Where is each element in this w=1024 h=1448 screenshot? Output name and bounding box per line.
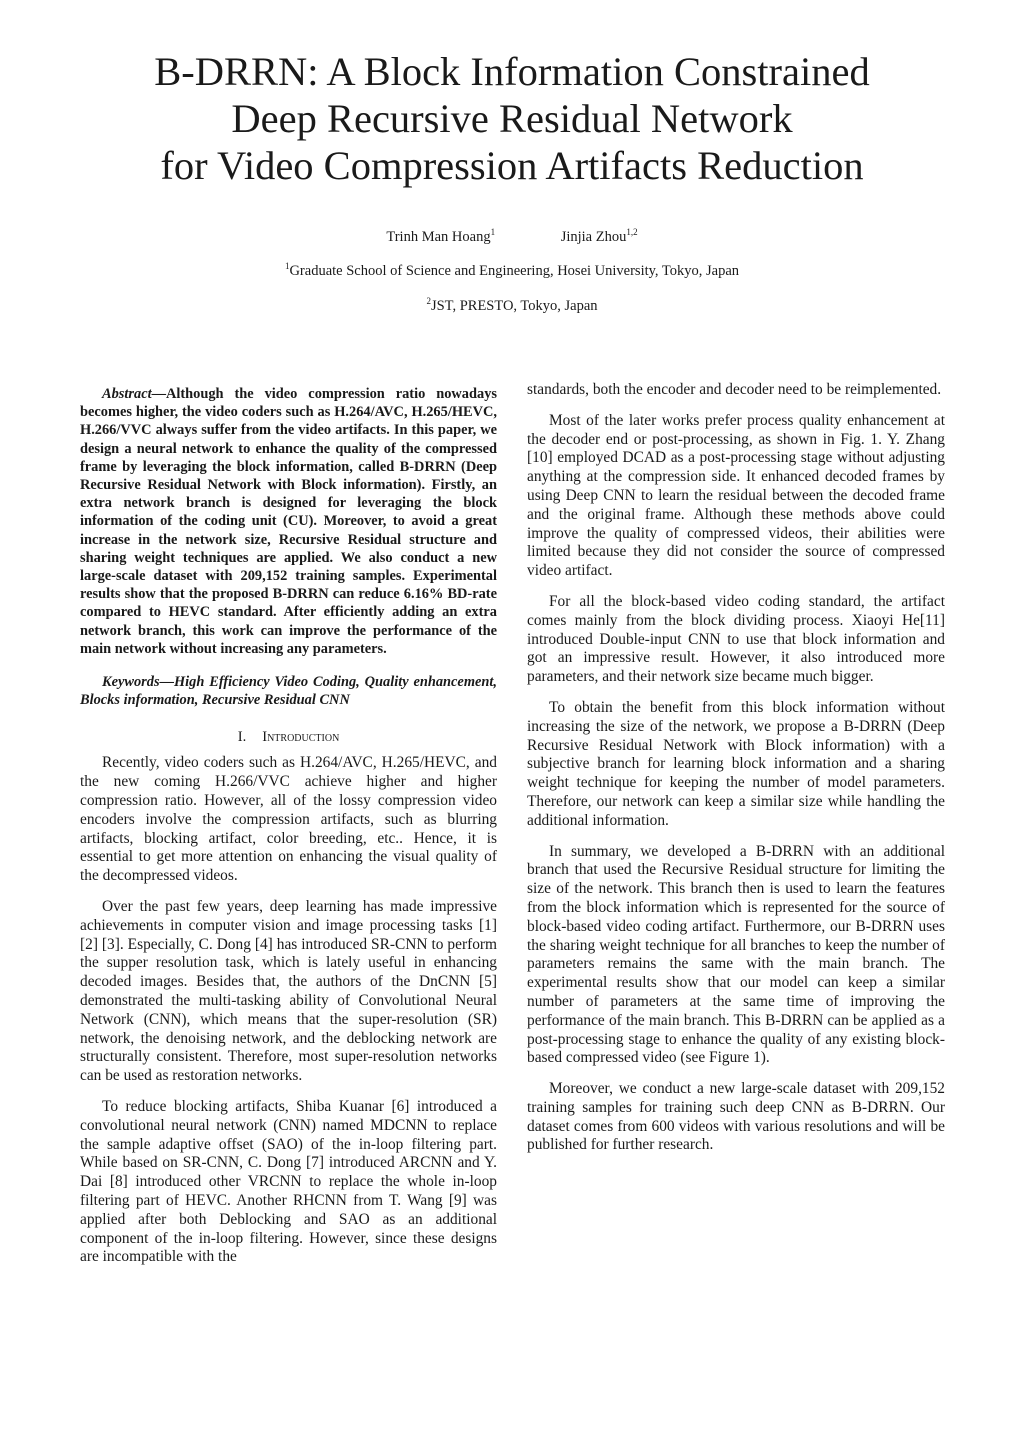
author-1 bbox=[386, 228, 495, 246]
section-number: I. bbox=[237, 729, 247, 746]
paragraph: Recently, video coders such as H.264/AVC, H.265/HEVC, and the new coming H.266/VVC achieve higher and higher compression ratio. However, all of the lossy compression video encoders involve the compression artifacts, such as blurring artifacts, blocking artifact, color breeding, etc.. Hence, it is essential to get more attention on enhancing the visual quality of the decompressed videos. bbox=[80, 754, 497, 885]
abstract-lead: Abstract bbox=[102, 386, 152, 402]
paragraph: standards, both the encoder and decoder need to be reimplemented. bbox=[527, 381, 942, 398]
paragraph: Moreover, we conduct a new large-scale dataset with 209,152 training samples for training such deep CNN as B-DRRN. Our dataset comes from 600 videos with various resolutions and will be published for further research. bbox=[527, 1080, 945, 1154]
affiliation-2 bbox=[0, 297, 1024, 315]
affiliation-text: Graduate School of Science and Engineering, Hosei University, Tokyo, Japan bbox=[289, 263, 740, 279]
author-name: Jinjia Zhou bbox=[560, 229, 627, 245]
affiliation-1 bbox=[0, 262, 1024, 280]
paragraph: Over the past few years, deep learning has made impressive achievements in computer vision and image processing tasks [1] [2] [3]. Especially, C. Dong [4] has introduced SR-CNN to perform the supper resolution task, which is lately useful in enhancing decoded images. Besides that, the authors of the DnCNN [5] demonstrated the multi-tasking ability of Convolutional Neural Network (CNN), which means that the super-resolution (SR) network, the denoising network, and the deblocking network are structurally consistent. Therefore, most super-resolution networks can be used as restoration networks. bbox=[80, 898, 497, 1085]
paragraph: Most of the later works prefer process quality enhancement at the decoder end or post-processing, as shown in Fig. 1. Y. Zhang [10] employed DCAD as a post-processing stage without adjusting anything at the compression side. It enhanced decoded frames by using Deep CNN to learn the residual between the decoded frame and the original frame. Although these methods above could improve the quality of compressed videos, their abilities were limited because they did not consider the source of compressed video artifact. bbox=[527, 411, 945, 580]
section-title: Introduction bbox=[262, 729, 340, 746]
section-heading-introduction bbox=[80, 728, 497, 746]
paper-title bbox=[60, 48, 964, 189]
paragraph: In summary, we developed a B-DRRN with an additional branch that used the Recursive Residual structure for limiting the size of the network. This branch then is used to learn the features from the block information which is represented for the source of block-based video coding artifact. Furthermore, our B-DRRN uses the sharing weight technique for all branches to keep the number of parameters remains the same with the main branch. The experimental results show that our model can keep a similar number of parameters at the same time of improving the performance of the main branch. This B-DRRN can be applied as a post-processing stage to enhance the quality of any existing block-based compressed video (see Figure 1). bbox=[527, 842, 945, 1067]
abstract bbox=[80, 385, 497, 658]
paragraph: To obtain the benefit from this block information without increasing the size of the network, we propose a B-DRRN (Deep Recursive Residual Network with Block information) with a subjective branch for learning block information and a sharing weight technique for keeping the number of model parameters. Therefore, our network can keep a similar size while handling the additional information. bbox=[527, 698, 945, 829]
affiliation-mark: 1 bbox=[284, 261, 290, 272]
keywords-text: —High Efficiency Video Coding, Quality enhancement, Blocks information, Recursive Residual CNN bbox=[80, 674, 497, 709]
keywords-lead: Keywords bbox=[102, 674, 160, 691]
paragraph: To reduce blocking artifacts, Shiba Kuanar [6] introduced a convolutional neural network (CNN) named MDCNN to replace the sample adaptive offset (SAO) of the in-loop filtering part. While based on SR-CNN, C. Dong [7] introduced ARCNN and Y. Dai [8] introduced other VRCNN to replace the whole in-loop filtering part of HEVC. Another RHCNN from T. Wang [9] was applied after both Deblocking and SAO as an additional component of the in-loop filtering. However, since these designs are incompatible with the bbox=[80, 1098, 497, 1266]
title-line-2: Deep Recursive Residual Network bbox=[231, 96, 793, 141]
affiliation-text: JST, PRESTO, Tokyo, Japan bbox=[430, 298, 598, 314]
abstract-text: —Although the video compression ratio nowadays becomes higher, the video coders such as H.264/AVC, H.265/HEVC, H.266/VVC always suffer from the video artifacts. In this paper, we design a neural network to enhance the quality of the compressed frame by leveraging the block information, called B-DRRN (Deep Recursive Residual Network with Block information). Firstly, an extra network branch is designed for leveraging the block information of the coding unit (CU). Moreover, to avoid a great increase in the network size, Recursive Residual structure and sharing weight techniques are applied. We also conduct a new large-scale dataset with 209,152 training samples. Experimental results show that the proposed B-DRRN can reduce 6.16% BD-rate compared to HEVC standard. After efficiently adding an extra network branch, this work can improve the performance of the main network without increasing any parameters. bbox=[80, 386, 497, 657]
right-column bbox=[527, 381, 945, 1155]
paragraph: For all the block-based video coding standard, the artifact comes mainly from the block dividing process. Xiaoyi He[11] introduced Double-input CNN to use that block information and got an impressive result. However, it also introduced more parameters, and their network size became much bigger. bbox=[527, 592, 945, 686]
title-line-3: for Video Compression Artifacts Reduction bbox=[160, 143, 864, 188]
author-list bbox=[0, 228, 1024, 246]
left-column bbox=[80, 381, 497, 1267]
author-affiliation-mark: 1 bbox=[490, 227, 496, 238]
author-2 bbox=[561, 228, 638, 246]
author-name: Trinh Man Hoang bbox=[386, 229, 491, 245]
keywords bbox=[80, 673, 497, 709]
author-affiliation-mark: 1,2 bbox=[626, 227, 638, 238]
title-line-1: B-DRRN: A Block Information Constrained bbox=[154, 49, 870, 94]
affiliation-mark: 2 bbox=[426, 296, 431, 307]
